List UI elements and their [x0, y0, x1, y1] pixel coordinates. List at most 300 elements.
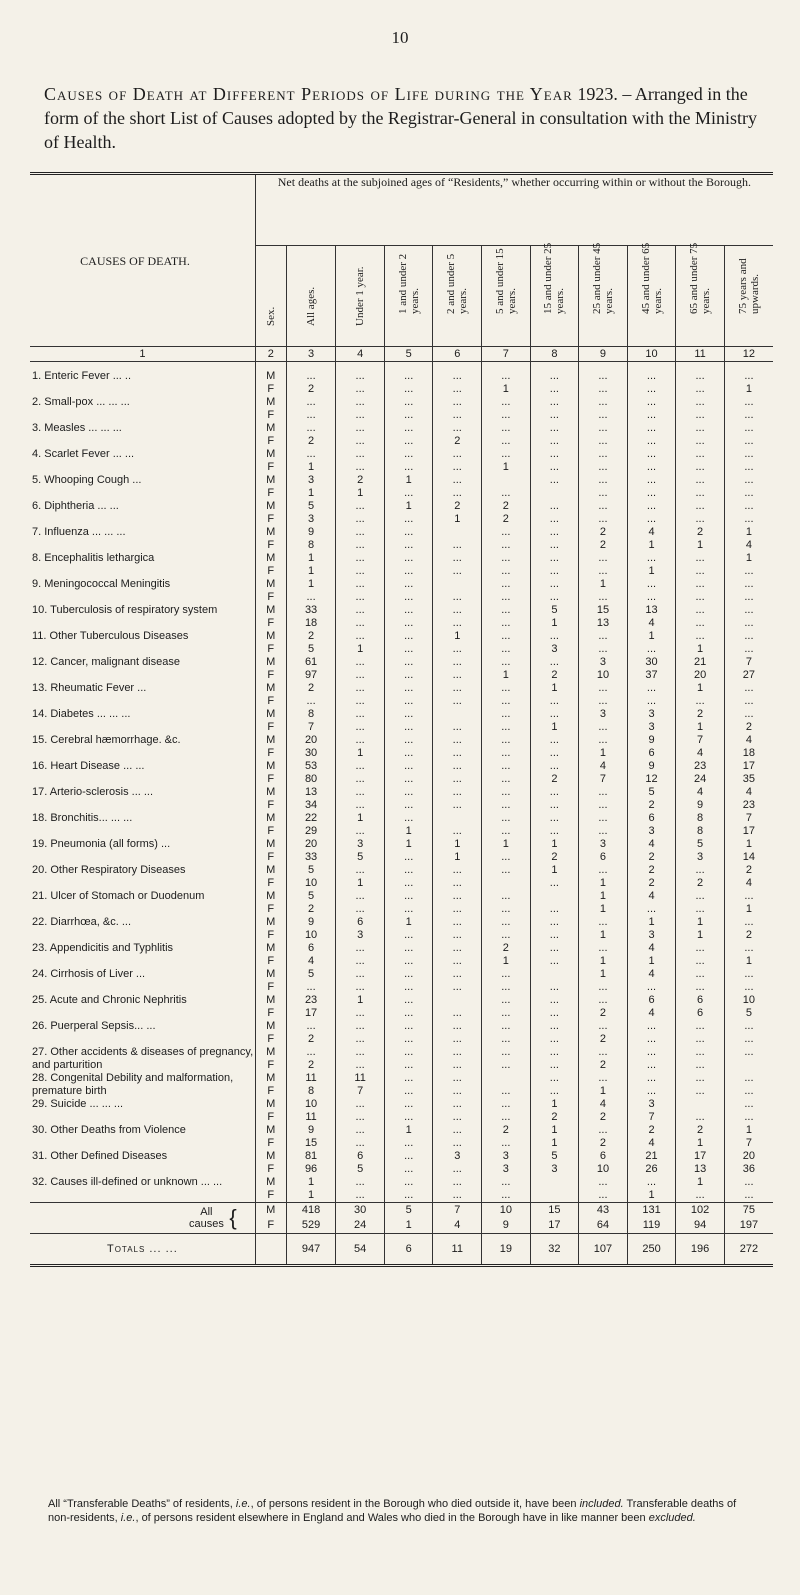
- table-cell: ...: [482, 1111, 531, 1124]
- table-cell: ...: [433, 565, 482, 578]
- table-cell: ...: [724, 1189, 773, 1203]
- table-cell: ...: [384, 747, 433, 760]
- table-cell: 5: [286, 643, 336, 656]
- table-cell: ...: [336, 552, 385, 565]
- table-cell: ...: [579, 695, 628, 708]
- table-cell: ...: [579, 435, 628, 448]
- table-cell: ...: [724, 591, 773, 604]
- cause-label: 26. Puerperal Sepsis... ...: [30, 1020, 255, 1046]
- table-cell: ...: [530, 708, 579, 721]
- table-cell: ...: [530, 877, 579, 890]
- table-cell: 35: [724, 773, 773, 786]
- table-cell: 29: [286, 825, 336, 838]
- table-cell: ...: [336, 1059, 385, 1072]
- table-cell: 2: [482, 942, 531, 955]
- sex-cell: M: [266, 916, 276, 928]
- table-cell: ...: [336, 500, 385, 513]
- table-cell: ...: [433, 721, 482, 734]
- table-cell: 272: [724, 1234, 773, 1266]
- table-cell: ...: [530, 903, 579, 916]
- table-cell: ...: [384, 773, 433, 786]
- table-cell: 4: [627, 890, 676, 903]
- table-cell: ...: [627, 552, 676, 565]
- table-cell: [530, 487, 579, 500]
- table-cell: ...: [384, 929, 433, 942]
- table-cell: 1: [579, 955, 628, 968]
- table-cell: ...: [724, 1033, 773, 1046]
- column-number: 10: [627, 347, 676, 362]
- table-cell: ...: [482, 695, 531, 708]
- table-cell: [530, 1176, 579, 1189]
- column-number: 5: [384, 347, 433, 362]
- table-cell: ...: [724, 422, 773, 435]
- table-cell: ...: [530, 695, 579, 708]
- table-cell: ...: [286, 422, 336, 435]
- table-cell: ...: [530, 786, 579, 799]
- cause-label: 28. Congenital Debility and malformation, premature birth: [30, 1072, 255, 1098]
- table-row: [30, 682, 773, 695]
- table-cell: ...: [286, 1020, 336, 1033]
- column-number: 3: [286, 347, 336, 362]
- table-cell: ...: [433, 370, 482, 383]
- table-cell: 5: [530, 1150, 579, 1163]
- age-column-label: 25 and under 45 years.: [590, 242, 615, 314]
- cause-label: 24. Cirrhosis of Liver ...: [30, 968, 255, 994]
- table-cell: 1: [676, 929, 725, 942]
- table-cell: 18: [286, 617, 336, 630]
- table-cell: ...: [530, 409, 579, 422]
- sex-cell: M: [266, 786, 276, 798]
- table-cell: 2: [286, 630, 336, 643]
- table-cell: ...: [433, 1111, 482, 1124]
- table-row: [30, 838, 773, 851]
- table-cell: ...: [676, 864, 725, 877]
- table-cell: 1: [336, 747, 385, 760]
- sex-cell: M: [266, 942, 276, 954]
- table-cell: ...: [724, 708, 773, 721]
- table-cell: 11: [286, 1072, 336, 1085]
- table-cell: ...: [530, 1072, 579, 1085]
- table-cell: ...: [676, 981, 725, 994]
- table-cell: ...: [482, 773, 531, 786]
- table-cell: 5: [286, 968, 336, 981]
- table-cell: 3: [530, 1163, 579, 1176]
- sex-cell: F: [267, 929, 275, 941]
- table-cell: 2: [627, 799, 676, 812]
- table-cell: 1: [286, 578, 336, 591]
- table-cell: ...: [433, 591, 482, 604]
- table-cell: 32: [530, 1234, 579, 1266]
- age-column-header: [627, 242, 676, 347]
- table-cell: ...: [384, 539, 433, 552]
- table-cell: ...: [579, 409, 628, 422]
- table-cell: ...: [482, 929, 531, 942]
- table-cell: 1: [579, 903, 628, 916]
- table-cell: ...: [433, 656, 482, 669]
- table-cell: ...: [482, 903, 531, 916]
- sex-cell: F: [267, 565, 275, 577]
- sex-cell: M: [266, 604, 276, 616]
- table-cell: 1: [433, 838, 482, 851]
- cause-label: 31. Other Defined Diseases: [30, 1150, 255, 1176]
- table-cell: ...: [724, 1176, 773, 1189]
- table-cell: 1: [530, 682, 579, 695]
- sex-cell: F: [267, 1189, 275, 1201]
- table-cell: ...: [482, 448, 531, 461]
- table-cell: 24: [676, 773, 725, 786]
- table-cell: ...: [336, 578, 385, 591]
- table-cell: ...: [676, 1046, 725, 1059]
- table-row: [30, 526, 773, 539]
- table-cell: ...: [336, 864, 385, 877]
- table-cell: 2: [530, 851, 579, 864]
- sex-cell: F: [267, 721, 275, 733]
- table-cell: ...: [530, 799, 579, 812]
- table-cell: 196: [676, 1234, 725, 1266]
- table-cell: 4: [627, 526, 676, 539]
- table-cell: ...: [384, 786, 433, 799]
- table-cell: ...: [384, 435, 433, 448]
- table-cell: ...: [482, 656, 531, 669]
- table-cell: ...: [627, 643, 676, 656]
- table-cell: ...: [482, 721, 531, 734]
- sex-cell: M: [266, 422, 276, 434]
- table-cell: ...: [384, 1098, 433, 1111]
- sex-cell: M: [266, 734, 276, 746]
- net-deaths-header: Net deaths at the subjoined ages of “Residents,” whether occurring within or without the Borough.: [255, 175, 773, 246]
- table-cell: 7: [724, 812, 773, 825]
- table-cell: ...: [530, 448, 579, 461]
- table-cell: 27: [724, 669, 773, 682]
- table-cell: 33: [286, 851, 336, 864]
- table-cell: 21: [627, 1150, 676, 1163]
- table-cell: 4: [627, 968, 676, 981]
- table-cell: ...: [482, 1007, 531, 1020]
- table-cell: ...: [530, 929, 579, 942]
- table-cell: ...: [384, 682, 433, 695]
- table-cell: 2: [286, 1059, 336, 1072]
- table-cell: ...: [384, 877, 433, 890]
- table-cell: 61: [286, 656, 336, 669]
- table-cell: 1: [482, 461, 531, 474]
- sex-cell: M: [266, 396, 276, 408]
- table-cell: ...: [433, 539, 482, 552]
- table-cell: ...: [627, 903, 676, 916]
- sex-cell: F: [267, 1033, 275, 1045]
- sex-cell: F: [267, 877, 275, 889]
- cause-label: 14. Diabetes ... ... ...: [30, 708, 255, 734]
- table-cell: ...: [482, 630, 531, 643]
- table-cell: ...: [627, 370, 676, 383]
- table-cell: 250: [627, 1234, 676, 1266]
- table-cell: ...: [724, 409, 773, 422]
- table-cell: 1: [433, 513, 482, 526]
- table-cell: 3: [579, 656, 628, 669]
- cause-label: 25. Acute and Chronic Nephritis: [30, 994, 255, 1020]
- table-cell: ...: [384, 1072, 433, 1085]
- table-cell: ...: [482, 1137, 531, 1150]
- table-cell: ...: [384, 708, 433, 721]
- table-cell: ...: [579, 1189, 628, 1203]
- sex-cell: M: [266, 578, 276, 590]
- table-cell: ...: [482, 578, 531, 591]
- sex-cell: M: [266, 1072, 276, 1084]
- table-cell: ...: [336, 968, 385, 981]
- table-cell: ...: [627, 1085, 676, 1098]
- table-cell: ...: [433, 1007, 482, 1020]
- table-cell: ...: [384, 890, 433, 903]
- table-cell: 5: [724, 1007, 773, 1020]
- table-cell: 37: [627, 669, 676, 682]
- table-row: [30, 500, 773, 513]
- table-cell: ...: [724, 565, 773, 578]
- sex-cell: F: [267, 435, 275, 447]
- table-cell: ...: [627, 591, 676, 604]
- table-cell: 1: [286, 1189, 336, 1203]
- table-cell: ...: [676, 1072, 725, 1085]
- table-cell: ...: [482, 370, 531, 383]
- table-cell: ...: [724, 448, 773, 461]
- table-cell: ...: [627, 513, 676, 526]
- table-cell: ...: [579, 682, 628, 695]
- table-cell: ...: [433, 409, 482, 422]
- table-cell: 8: [676, 825, 725, 838]
- table-cell: 2: [482, 500, 531, 513]
- table-cell: ...: [384, 578, 433, 591]
- table-cell: ...: [433, 487, 482, 500]
- table-cell: ...: [676, 591, 725, 604]
- table-cell: 9: [286, 1124, 336, 1137]
- table-cell: ...: [724, 1085, 773, 1098]
- table-cell: 1: [530, 838, 579, 851]
- sex-cell: M: [266, 838, 276, 850]
- table-cell: 3: [627, 708, 676, 721]
- table-cell: 1: [384, 825, 433, 838]
- table-cell: 9: [286, 526, 336, 539]
- table-cell: [433, 812, 482, 825]
- sex-cell: M: [266, 552, 276, 564]
- table-cell: 2: [579, 1137, 628, 1150]
- table-cell: ...: [676, 461, 725, 474]
- table-cell: ...: [724, 942, 773, 955]
- table-cell: ...: [336, 461, 385, 474]
- table-cell: ...: [627, 461, 676, 474]
- table-cell: ...: [482, 1098, 531, 1111]
- table-cell: 3: [482, 1163, 531, 1176]
- table-cell: ...: [384, 669, 433, 682]
- table-cell: 5: [286, 500, 336, 513]
- table-cell: ...: [433, 903, 482, 916]
- table-cell: ...: [627, 500, 676, 513]
- sex-cell: F: [267, 1163, 275, 1175]
- table-cell: ...: [579, 942, 628, 955]
- table-cell: 80: [286, 773, 336, 786]
- table-cell: [433, 526, 482, 539]
- table-cell: ...: [627, 435, 676, 448]
- table-cell: 1: [627, 1189, 676, 1203]
- table-cell: ...: [676, 487, 725, 500]
- table-cell: 15: [286, 1137, 336, 1150]
- table-cell: 1: [627, 539, 676, 552]
- table-cell: 529: [286, 1218, 336, 1234]
- table-cell: ...: [336, 422, 385, 435]
- table-cell: ...: [530, 591, 579, 604]
- table-cell: ...: [530, 916, 579, 929]
- table-cell: ...: [336, 903, 385, 916]
- table-cell: 2: [286, 682, 336, 695]
- footnote-ie: i.e.: [235, 1498, 251, 1510]
- table-cell: ...: [482, 487, 531, 500]
- table-cell: 3: [482, 1150, 531, 1163]
- table-cell: [530, 1189, 579, 1203]
- table-cell: 1: [336, 643, 385, 656]
- table-cell: ...: [433, 786, 482, 799]
- table-cell: ...: [676, 409, 725, 422]
- table-cell: ...: [286, 370, 336, 383]
- table-cell: ...: [724, 968, 773, 981]
- table-cell: ...: [336, 1098, 385, 1111]
- cause-label: 13. Rheumatic Fever ...: [30, 682, 255, 708]
- sex-cell: F: [267, 409, 275, 421]
- table-cell: 64: [579, 1218, 628, 1234]
- sex-cell: M: [266, 682, 276, 694]
- table-cell: 1: [530, 864, 579, 877]
- table-cell: 197: [724, 1218, 773, 1234]
- table-cell: ...: [579, 812, 628, 825]
- cause-label: 22. Diarrhœa, &c. ...: [30, 916, 255, 942]
- table-cell: 3: [530, 643, 579, 656]
- table-cell: ...: [384, 721, 433, 734]
- table-cell: ...: [482, 617, 531, 630]
- table-cell: 5: [530, 604, 579, 617]
- table-cell: ...: [336, 656, 385, 669]
- table-cell: ...: [433, 1046, 482, 1059]
- table-cell: ...: [433, 1072, 482, 1085]
- table-cell: 96: [286, 1163, 336, 1176]
- table-cell: 1: [384, 474, 433, 487]
- table-cell: 3: [579, 708, 628, 721]
- table-cell: ...: [676, 552, 725, 565]
- table-cell: 1: [384, 838, 433, 851]
- column-number: 1: [30, 347, 255, 362]
- table-cell: 1: [286, 461, 336, 474]
- table-cell: 7: [627, 1111, 676, 1124]
- table-cell: 4: [676, 747, 725, 760]
- table-cell: 1: [724, 903, 773, 916]
- table-cell: 2: [286, 1033, 336, 1046]
- table-cell: ...: [579, 643, 628, 656]
- table-cell: 10: [286, 929, 336, 942]
- table-cell: 8: [286, 539, 336, 552]
- cause-label: 30. Other Deaths from Violence: [30, 1124, 255, 1150]
- table-cell: ...: [336, 448, 385, 461]
- table-cell: 30: [286, 747, 336, 760]
- title-description: 1923. – Arranged in the form of the short List of Causes adopted by the Registrar-General in consultation with the Ministry of Health.: [44, 84, 757, 152]
- table-cell: ...: [286, 396, 336, 409]
- table-cell: ...: [384, 812, 433, 825]
- table-cell: 10: [579, 669, 628, 682]
- table-cell: ...: [530, 1020, 579, 1033]
- table-cell: ...: [433, 1020, 482, 1033]
- table-cell: 1: [724, 526, 773, 539]
- table-cell: ...: [384, 656, 433, 669]
- table-cell: 14: [724, 851, 773, 864]
- table-cell: 13: [579, 617, 628, 630]
- table-cell: 30: [336, 1203, 385, 1219]
- table-cell: [530, 968, 579, 981]
- table-row: [30, 474, 773, 487]
- table-cell: 7: [724, 1137, 773, 1150]
- table-cell: 11: [286, 1111, 336, 1124]
- table-cell: 81: [286, 1150, 336, 1163]
- table-cell: ...: [433, 968, 482, 981]
- table-cell: 5: [676, 838, 725, 851]
- table-cell: 26: [627, 1163, 676, 1176]
- table-cell: ...: [724, 513, 773, 526]
- table-cell: 1: [384, 1124, 433, 1137]
- table-cell: [676, 1098, 725, 1111]
- sex-cell: M: [266, 474, 276, 486]
- table-cell: ...: [627, 1059, 676, 1072]
- table-cell: ...: [384, 643, 433, 656]
- table-cell: ...: [579, 786, 628, 799]
- table-row: [30, 890, 773, 903]
- table-cell: 7: [433, 1203, 482, 1219]
- table-cell: ...: [724, 396, 773, 409]
- table-cell: 17: [724, 760, 773, 773]
- sex-cell: F: [267, 695, 275, 707]
- table-cell: ...: [433, 1137, 482, 1150]
- table-cell: ...: [384, 1059, 433, 1072]
- table-cell: ...: [579, 383, 628, 396]
- cause-label: 27. Other accidents & diseases of pregnancy, and parturition: [30, 1046, 255, 1072]
- table-cell: 2: [676, 526, 725, 539]
- age-column-header: [286, 246, 336, 347]
- table-cell: ...: [433, 734, 482, 747]
- table-cell: [482, 474, 531, 487]
- table-row: [30, 864, 773, 877]
- table-cell: 1: [286, 552, 336, 565]
- table-cell: 6: [627, 747, 676, 760]
- table-cell: 17: [724, 825, 773, 838]
- table-cell: ...: [579, 1124, 628, 1137]
- table-cell: ...: [384, 1007, 433, 1020]
- table-cell: ...: [384, 487, 433, 500]
- cause-label: 16. Heart Disease ... ...: [30, 760, 255, 786]
- table-cell: ...: [482, 851, 531, 864]
- table-row: [30, 786, 773, 799]
- table-cell: 2: [579, 1007, 628, 1020]
- table-cell: ...: [384, 760, 433, 773]
- table-cell: ...: [530, 981, 579, 994]
- table-cell: 1: [579, 578, 628, 591]
- table-cell: 17: [676, 1150, 725, 1163]
- sex-cell: F: [267, 643, 275, 655]
- table-cell: ...: [336, 682, 385, 695]
- table-cell: ...: [384, 461, 433, 474]
- table-cell: 7: [676, 734, 725, 747]
- table-cell: [724, 1059, 773, 1072]
- table-cell: ...: [286, 409, 336, 422]
- table-cell: ...: [336, 1020, 385, 1033]
- table-cell: ...: [433, 916, 482, 929]
- table-cell: ...: [579, 396, 628, 409]
- table-cell: ...: [433, 955, 482, 968]
- table-cell: 2: [579, 1111, 628, 1124]
- sex-cell: M: [266, 370, 276, 382]
- table-cell: 2: [482, 513, 531, 526]
- table-cell: ...: [676, 435, 725, 448]
